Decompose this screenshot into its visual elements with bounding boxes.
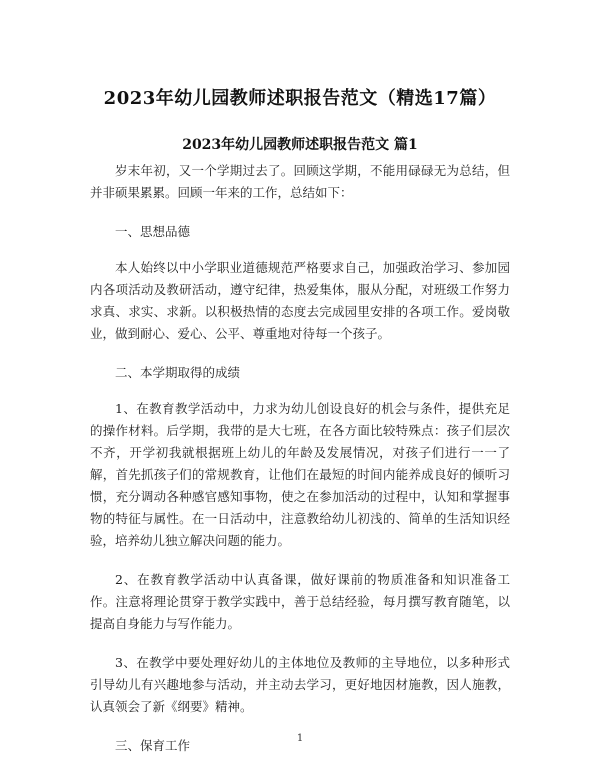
section-title: 2023年幼儿园教师述职报告范文 篇1 bbox=[182, 137, 418, 153]
achievement-paragraph-3: 3、在教学中要处理好幼儿的主体地位及教师的主导地位，以多种形式引导幼儿有兴趣地参与活动，并主动去学习，更好地因材施教，因人施教，认真领会了新《纲要》精神。 bbox=[90, 655, 510, 714]
morality-paragraph: 本人始终以中小学职业道德规范严格要求自己，加强政治学习、参加园内各项活动及教研活动，遵守纪律，热爱集体，服从分配，对班级工作努力求真、求实、求新。以积极热情的态度去完成园里安排的各项工作。爱岗敬业，做到耐心、爱心、公平、尊重地对待每一个孩子。 bbox=[90, 260, 510, 341]
heading-care-work: 三、保育工作 bbox=[115, 738, 191, 753]
document-title: 2023年幼儿园教师述职报告范文（精选17篇） bbox=[103, 88, 497, 109]
document-body bbox=[90, 160, 510, 771]
page-number: 1 bbox=[296, 733, 304, 744]
heading-morality: 一、思想品德 bbox=[115, 224, 191, 239]
achievement-paragraph-2: 2、在教育教学活动中认真备课，做好课前的物质准备和知识准备工作。注意将理论贯穿于教学实践中，善于总结经验，每月撰写教育随笔，以提高自身能力与写作能力。 bbox=[90, 572, 510, 631]
heading-achievements: 二、本学期取得的成绩 bbox=[115, 365, 241, 380]
achievement-paragraph-1: 1、在教育教学活动中，力求为幼儿创设良好的机会与条件，提供充足的操作材料。后学期，我带的是大七班，在各方面比较特殊点：孩子们层次不齐，开学初我就根据班上幼儿的年龄及发展情况，对孩子们进行一一了解，首先抓孩子们的常规教育，让他们在最短的时间内能养成良好的倾听习惯，充分调动各种感官感知事物，使之在参加活动的过程中，认知和掌握事物的特征与属性。在一日活动中，注意教给幼儿初浅的、简单的生活知识经验，培养幼儿独立解决问题的能力。 bbox=[90, 401, 510, 548]
intro-paragraph: 岁末年初，又一个学期过去了。回顾这学期，不能用碌碌无为总结，但并非硕果累累。回顾一年来的工作，总结如下： bbox=[90, 163, 510, 200]
